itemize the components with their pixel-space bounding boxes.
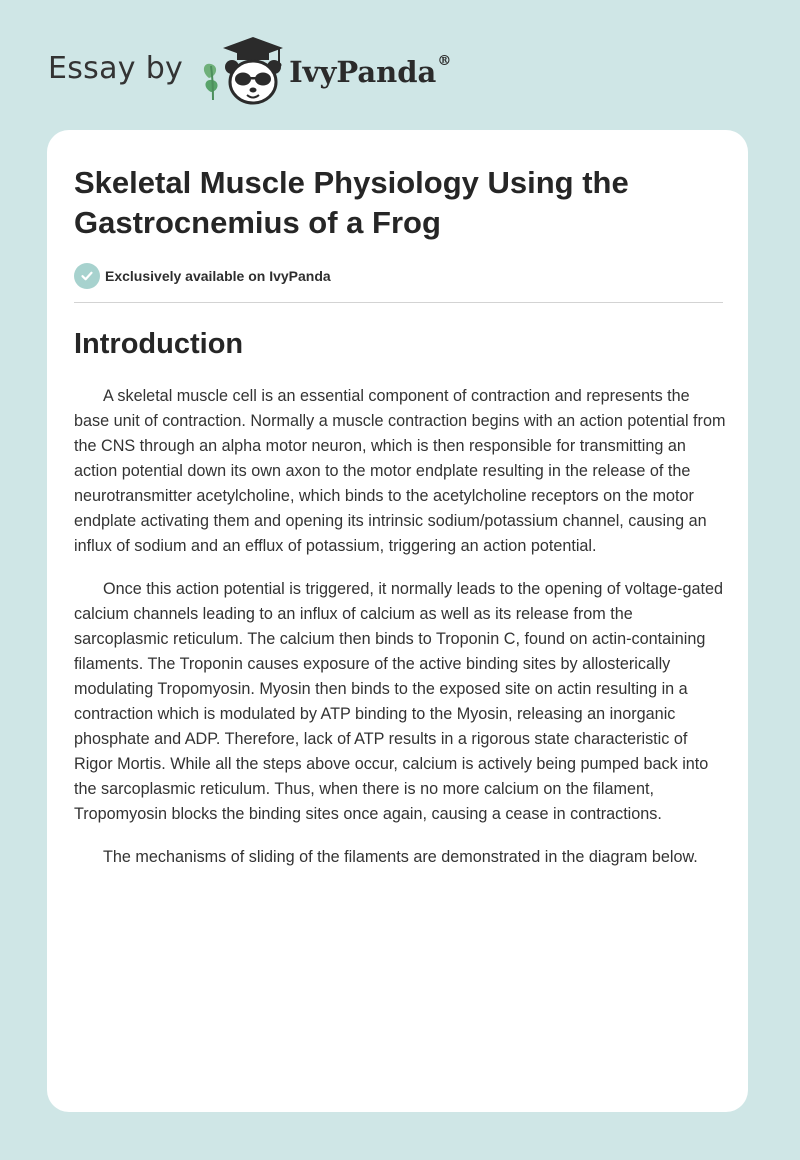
paragraph: A skeletal muscle cell is an essential component of contraction and represents the base unit of contraction. Normally a muscle contraction begins with an action potential from the CNS through an alpha motor neuron, which is then responsible for transmitting an action potential down its own axon to the motor endplate resulting in the release of the neurotransmitter acetylcholine, which binds to the acetylcholine receptors on the motor endplate activating them and opening its intrinsic sodium/potassium channel, causing an influx of sodium and an efflux of potassium, triggering an action potential.: [74, 387, 726, 555]
exclusive-label: Exclusively available on IvyPanda: [105, 268, 331, 284]
exclusive-badge: [74, 263, 331, 289]
panda-graduate-icon[interactable]: [199, 34, 287, 108]
paragraph: The mechanisms of sliding of the filaments are demonstrated in the diagram below.: [103, 848, 698, 866]
paragraph: Once this action potential is triggered, it normally leads to the opening of voltage-gated calcium channels leading to an influx of calcium as well as its release from the sarcoplasmic reticulum. The calcium then binds to Troponin C, found on actin-containing filaments. The Troponin causes exposure of the active binding sites by allosterically modulating Tropomyosin. Myosin then binds to the exposed site on actin resulting in a contraction which is modulated by ATP binding to the Myosin, releasing an inorganic phosphate and ADP. Therefore, lack of ATP results in a rigorous state characteristic of Rigor Mortis. While all the steps above occur, calcium is actively being pumped back into the sarcoplasmic reticulum. Thus, when there is no more calcium on the filament, Tropomyosin blocks the binding sites once again, causing a cease in contractions.: [74, 580, 723, 823]
brand-name[interactable]: IvyPanda®: [289, 53, 452, 89]
page-title: Skeletal Muscle Physiology Using the Gastrocnemius of a Frog: [74, 165, 629, 240]
site-header: [48, 34, 451, 108]
divider: [74, 302, 723, 303]
article-body: [74, 384, 726, 888]
section-heading-introduction: Introduction: [74, 328, 244, 360]
check-icon: [74, 263, 100, 289]
essay-by-label: Essay by: [48, 50, 184, 86]
article-card: [47, 130, 748, 1112]
